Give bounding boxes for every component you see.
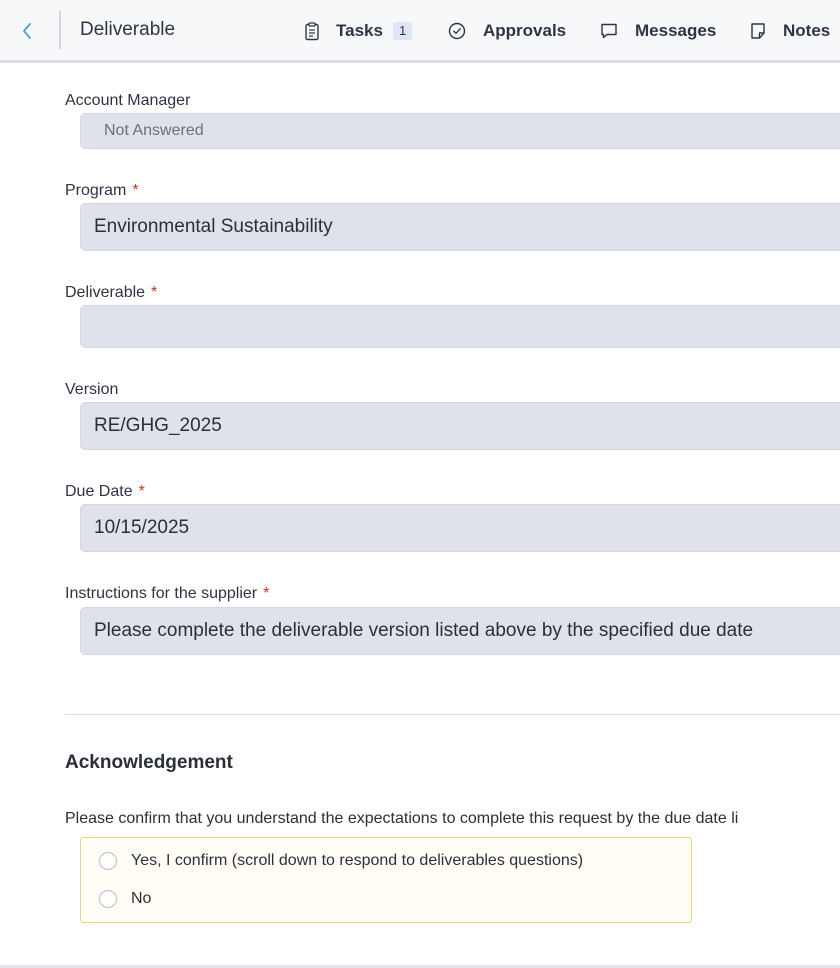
- tab-approvals-label: Approvals: [483, 21, 567, 40]
- required-marker: *: [138, 483, 145, 500]
- radio-yes[interactable]: [99, 852, 117, 870]
- tasks-count-badge: 1: [393, 22, 412, 40]
- tab-messages-label: Messages: [635, 21, 717, 40]
- tab-tasks[interactable]: [304, 18, 412, 44]
- tab-notes[interactable]: [750, 18, 830, 44]
- version-label: Version: [65, 381, 119, 398]
- instructions-field[interactable]: [80, 607, 840, 655]
- option-no-label: No: [131, 890, 152, 907]
- required-marker: *: [151, 284, 158, 301]
- clipboard-icon: [304, 21, 320, 41]
- instructions-value: Please complete the deliverable version listed above by the specified due date: [94, 620, 754, 641]
- account-manager-value: Not Answered: [104, 122, 204, 139]
- due-date-field[interactable]: [80, 504, 840, 552]
- version-value: RE/GHG_2025: [94, 415, 222, 436]
- account-manager-field[interactable]: [80, 113, 840, 149]
- program-value: Environmental Sustainability: [94, 216, 333, 237]
- program-field[interactable]: [80, 203, 840, 251]
- deliverable-field[interactable]: [80, 305, 840, 348]
- tab-tasks-label: Tasks: [336, 21, 383, 40]
- acknowledgement-question: Please confirm that you understand the expectations to complete this request by the due date li: [65, 810, 739, 827]
- back-button[interactable]: [14, 18, 40, 44]
- account-manager-label: Account Manager: [65, 92, 191, 109]
- check-circle-icon: [448, 22, 466, 40]
- tab-approvals[interactable]: [448, 18, 566, 44]
- option-yes[interactable]: [99, 852, 583, 870]
- version-field[interactable]: [80, 402, 840, 450]
- instructions-label: Instructions for the supplier *: [65, 585, 270, 602]
- acknowledgement-heading: Acknowledgement: [65, 752, 233, 773]
- required-marker: *: [132, 182, 139, 199]
- page-title: Deliverable: [80, 19, 176, 40]
- due-date-label: Due Date *: [65, 483, 145, 500]
- option-no[interactable]: [99, 890, 151, 908]
- required-marker: *: [263, 585, 270, 602]
- deliverable-label: Deliverable *: [65, 284, 158, 301]
- chevron-left-icon: [21, 22, 33, 40]
- program-label: Program *: [65, 182, 139, 199]
- section-divider: [65, 714, 840, 715]
- header-divider: [59, 11, 61, 49]
- acknowledgement-options: [80, 837, 692, 923]
- tab-messages[interactable]: [600, 18, 716, 44]
- top-bar: [0, 0, 840, 63]
- note-icon: [750, 22, 766, 40]
- chat-bubble-icon: [600, 22, 618, 40]
- due-date-value: 10/15/2025: [94, 517, 190, 538]
- tab-notes-label: Notes: [783, 21, 831, 40]
- option-yes-label: Yes, I confirm (scroll down to respond to deliverables questions): [131, 852, 584, 869]
- radio-no[interactable]: [99, 890, 117, 908]
